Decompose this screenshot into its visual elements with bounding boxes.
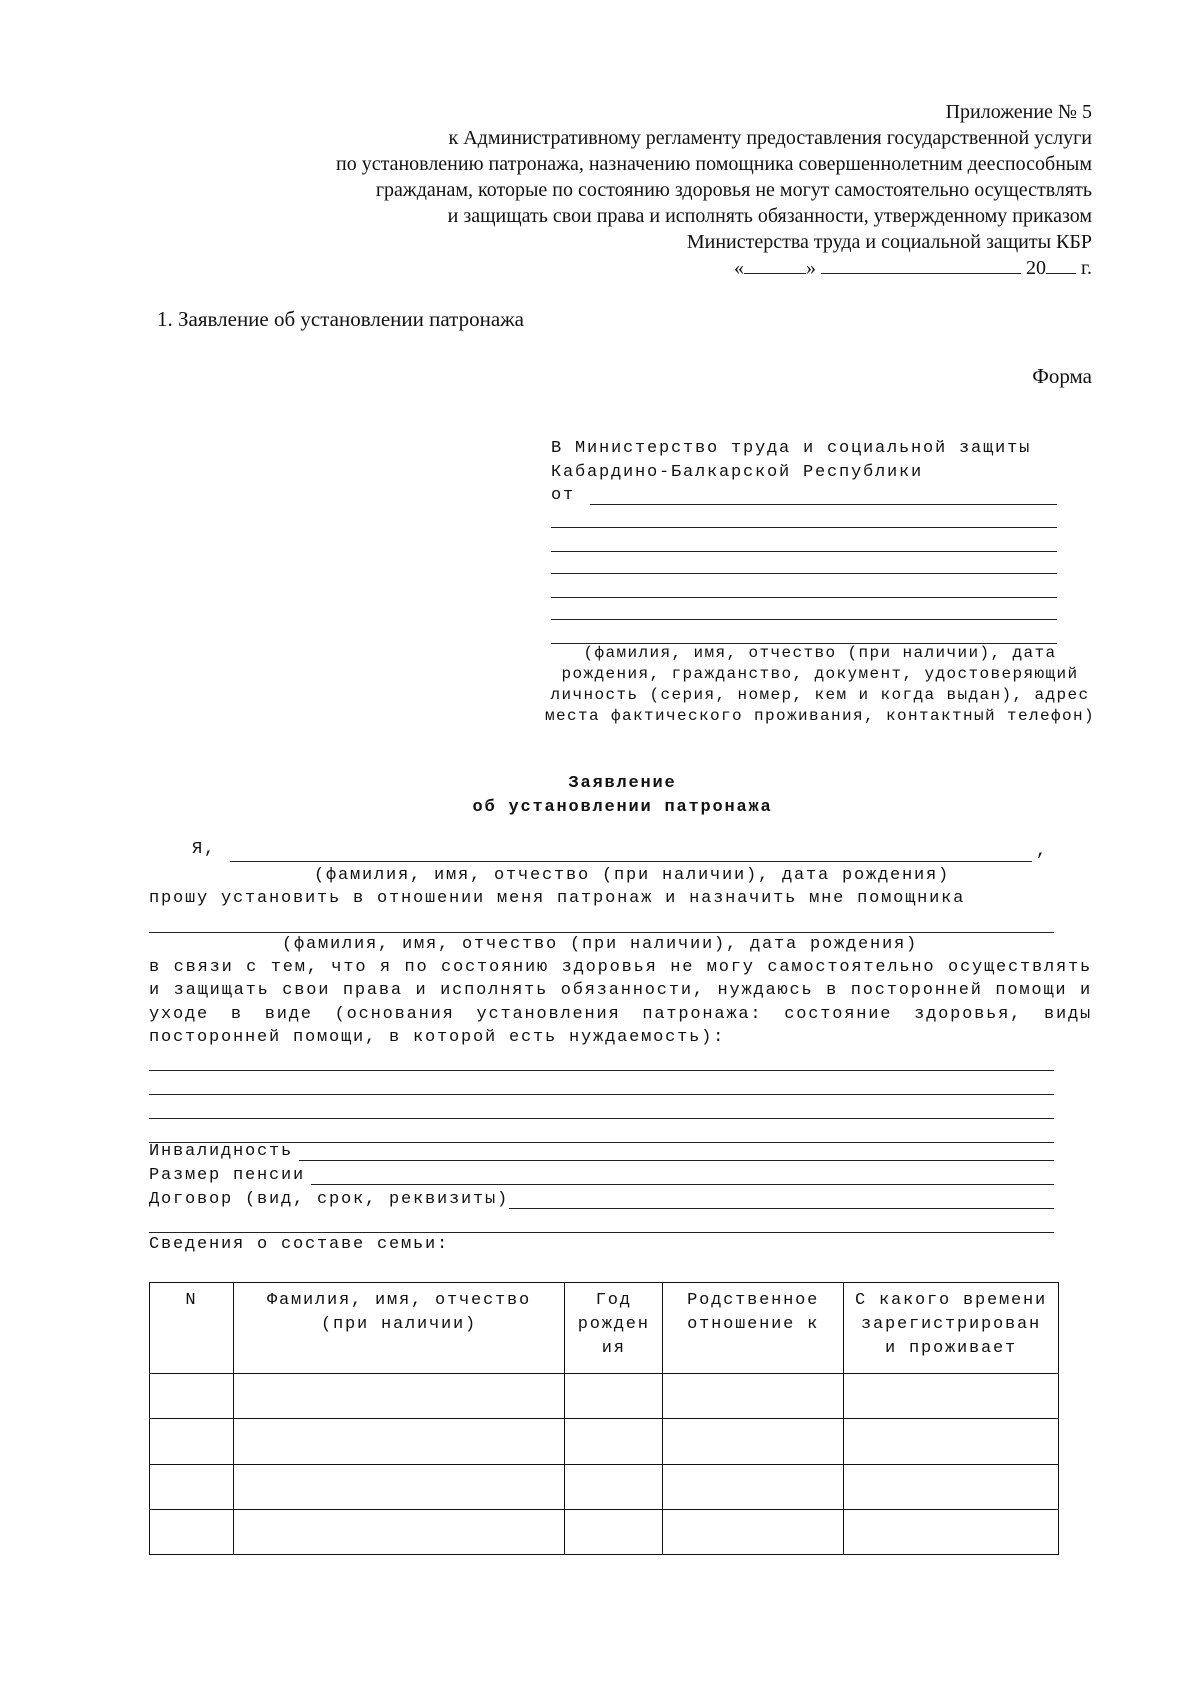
table-header-row (150, 1283, 1059, 1374)
reason-field[interactable] (149, 1118, 1054, 1119)
disability-field[interactable] (299, 1142, 1054, 1161)
reason-field[interactable] (149, 1070, 1054, 1071)
appendix-header (336, 99, 1092, 281)
contract-row: Договор (вид, срок, реквизиты) (149, 1190, 1054, 1209)
family-table (149, 1282, 1059, 1555)
header-line: гражданам, которые по состоянию здоровья не могут самостоятельно осуществлять (375, 179, 1092, 201)
header-relation: Родственное отношение к (663, 1283, 844, 1374)
assistant-name-field[interactable] (149, 932, 1054, 933)
contract-field[interactable] (509, 1190, 1054, 1209)
year-field[interactable] (1046, 273, 1076, 274)
reason-text: уходе в виде (основания установления патронажа: состояние здоровья, виды (149, 1005, 1092, 1024)
family-label: Сведения о составе семьи: (149, 1235, 450, 1254)
applicant-field[interactable] (551, 551, 1057, 552)
document-title: Заявление об установлении патронажа (472, 774, 773, 817)
applicant-field[interactable] (551, 573, 1057, 574)
form-label: Форма (1032, 364, 1092, 388)
pension-field[interactable] (311, 1166, 1054, 1185)
date-line: « » 20 г. (734, 257, 1092, 279)
reason-text: и защищать свои права и исполнять обязанности, нуждаюсь в посторонней помощи и (149, 981, 1092, 1000)
contract-field-extra[interactable] (149, 1232, 1054, 1233)
header-line: по установлению патронажа, назначению помощника совершеннолетним дееспособным (336, 153, 1092, 175)
addressee-block (551, 437, 1031, 508)
appendix-number: Приложение № 5 (945, 101, 1092, 123)
header-birth-year: Год рожден ия (565, 1283, 663, 1374)
comma: , (1036, 842, 1049, 861)
caption-applicant: (фамилия, имя, отчество (при наличии), дата рождения) (313, 866, 951, 885)
reason-text: в связи с тем, что я по состоянию здоровья не могу самостоятельно осуществлять (149, 958, 1092, 977)
month-field[interactable] (821, 273, 1021, 274)
reason-field[interactable] (149, 1094, 1054, 1095)
addressee-line: В Министерство труда и социальной защиты (551, 439, 1032, 458)
table-row (150, 1465, 1059, 1510)
applicant-name-field[interactable] (230, 861, 1032, 862)
applicant-field[interactable] (551, 619, 1057, 620)
caption-assistant: (фамилия, имя, отчество (при наличии), дата рождения) (281, 935, 919, 954)
header-since: С какого времени зарегистрирован и проживает (844, 1283, 1059, 1374)
addressee-line: Кабардино-Балкарской Республики (551, 462, 924, 482)
i-label: Я, (192, 840, 217, 859)
disability-row: Инвалидность (149, 1142, 1054, 1161)
header-line: и защищать свои права и исполнять обязанности, утвержденному приказом (447, 205, 1092, 227)
pension-row: Размер пенсии (149, 1166, 1054, 1185)
day-field[interactable] (744, 273, 806, 274)
applicant-field[interactable] (551, 527, 1057, 528)
section-title: 1. Заявление об установлении патронажа (157, 307, 524, 331)
table-row (150, 1374, 1059, 1419)
header-line: Министерства труда и социальной защиты КБР (686, 231, 1092, 253)
from-label: от (551, 486, 576, 505)
applicant-field[interactable] (551, 597, 1057, 598)
reason-text: посторонней помощи, в которой есть нуждаемость): (149, 1028, 726, 1047)
table-row (150, 1510, 1059, 1555)
applicant-field[interactable] (590, 504, 1057, 505)
addressee-caption: (фамилия, имя, отчество (при наличии), дата рождения, гражданство, документ, удостоверяющий личность (серия, номер, кем и когда выдан), адрес места фактического проживания, контактный телефон) (544, 644, 1096, 725)
header-number: N (150, 1283, 234, 1374)
request-text: прошу установить в отношении меня патронаж и назначить мне помощника (149, 889, 966, 908)
header-name: Фамилия, имя, отчество (при наличии) (233, 1283, 564, 1374)
table-row (150, 1419, 1059, 1465)
header-line: к Административному регламенту предоставления государственной услуги (448, 127, 1092, 149)
